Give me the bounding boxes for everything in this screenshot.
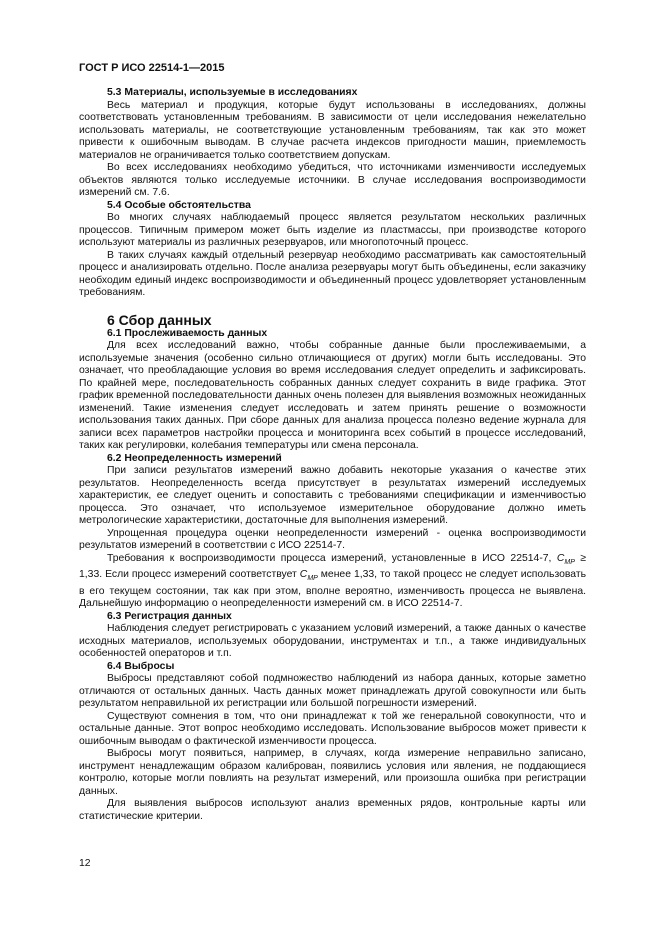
- section-6-heading: 6 Сбор данных: [107, 311, 212, 328]
- document-body: [79, 87, 586, 823]
- cmp-symbol: $C_{MP}$: [556, 552, 575, 566]
- section-6-3-heading: 6.3 Регистрация данных: [107, 610, 232, 622]
- paragraph: Для выявления выбросов используют анализ временных рядов, контрольные карты или статистические критерии.: [79, 798, 586, 822]
- paragraph: Весь материал и продукция, которые будут использованы в исследованиях, должны соответствовать установленным требованиям. В зависимости от цели исследования нежелательно использовать материалы, не соответствующие установленным требованиям, так как это может привести к ошибочным выводам. В случае расчета индексов пригодности машин, приемлемость материалов не ограничивается только соответствием допускам.: [79, 99, 586, 161]
- section-6-1-heading: 6.1 Прослеживаемость данных: [107, 327, 268, 339]
- section-6-4-heading: 6.4 Выбросы: [107, 660, 175, 672]
- paragraph: Существуют сомнения в том, что они принадлежат к той же генеральной совокупности, что и остальные данные. Этот вопрос необходимо исследовать. Использование выбросов может привести к ошибочным выводам о фактической изменчивости процесса.: [79, 710, 586, 747]
- paragraph: При записи результатов измерений важно добавить некоторые указания о качестве этих результатов. Неопределенность всегда присутствует в результатах измерений исследуемых характеристик, ее следует оценить и сопоставить с требованиями спецификации и изменчивостью процесса. Это означает, что используемое измерительное оборудование должно иметь метрологические характеристики, достаточные для выполнения измерений.: [79, 465, 586, 526]
- paragraph: Для всех исследований важно, чтобы собранные данные были прослеживаемыми, а используемые значения (особенно сильно отличающиеся от других) могли быть исследованы. Это означает, что преобладающие условия во время исследования следует определить и зафиксировать. По крайней мере, последовательность собранных данных следует сохранить в виде графика. Этот график временной последовательности данных очень полезен для выявления возможных неожиданных изменений. Такие изменения следует исследовать и затем принять решение о возможности использования таких данных. При сборе данных для анализа процесса полезно ведение журнала для записи всех параметров настройки процесса и мониторинга всех событий в процессе исследований, таких как регулировки, колебания температуры или смена персонала.: [79, 340, 586, 451]
- text-run: Требования к воспроизводимости процесса измерений, установленные в ИСО 22514-7,: [107, 552, 557, 564]
- paragraph: Выбросы могут появиться, например, в случаях, когда измерение неправильно записано, инструмент ненадлежащим образом калиброван, появились условия или явления, не поддающиеся контролю, которые могли повлиять на результат измерений, или произошла ошибка при регистрации данных.: [79, 748, 586, 797]
- cmp-symbol: $C_{MP}$: [299, 569, 318, 583]
- section-5-3-heading: 5.3 Материалы, используемые в исследованиях: [107, 87, 358, 98]
- paragraph: Во многих случаях наблюдаемый процесс является результатом нескольких различных процессов. Типичным примером может быть изделие из пластмассы, при производстве которого используют материалы из различных резервуаров, или многопоточный процесс.: [79, 212, 586, 248]
- paragraph: Выбросы представляют собой подмножество наблюдений из набора данных, которые заметно отличаются от остальных данных. Часть данных может принадлежать другой совокупности или быть результатом неправильной их регистрации или большой погрешности измерений.: [79, 673, 586, 710]
- text-run: менее 1,33, то такой процесс не следует использовать в его текущем состоянии, так как при этом, вполне вероятно, изменчивость процесса не выявлена. Дальнейшую информацию о неопределенности измерений см. в ИСО 22514-7.: [79, 569, 586, 610]
- section-5-4-heading: 5.4 Особые обстоятельства: [107, 199, 251, 211]
- paragraph: Упрощенная процедура оценки неопределенности измерений - оценка воспроизводимости результатов измерений в соответствии с ИСО 22514-7.: [79, 527, 586, 551]
- paragraph: Во всех исследованиях необходимо убедиться, что источниками изменчивости исследуемых объектов являются только исследуемые источники. В случае исследования воспроизводимости измерений см. 7.6.: [79, 162, 586, 198]
- section-6-2-heading: 6.2 Неопределенность измерений: [107, 452, 282, 464]
- paragraph: В таких случаях каждый отдельный резервуар необходимо рассматривать как самостоятельный процесс и анализировать отдельно. После анализа резервуары могут быть объединены, если заказчику необходим единый индекс воспроизводимости и объединенный процесс удовлетворяет установленным требованиям.: [79, 249, 586, 298]
- document-header: ГОСТ Р ИСО 22514-1—2015: [79, 62, 225, 74]
- paragraph: [79, 553, 586, 611]
- page-number: 12: [79, 858, 91, 869]
- text-run: ≥ 1,33. Если процесс измерений соответствует: [79, 552, 586, 581]
- paragraph: Наблюдения следует регистрировать с указанием условий измерений, а также данных о качестве исходных материалов, используемых оборудовании, инструментах и т.п., а также индивидуальных особенностей операторов и т.п.: [79, 623, 586, 660]
